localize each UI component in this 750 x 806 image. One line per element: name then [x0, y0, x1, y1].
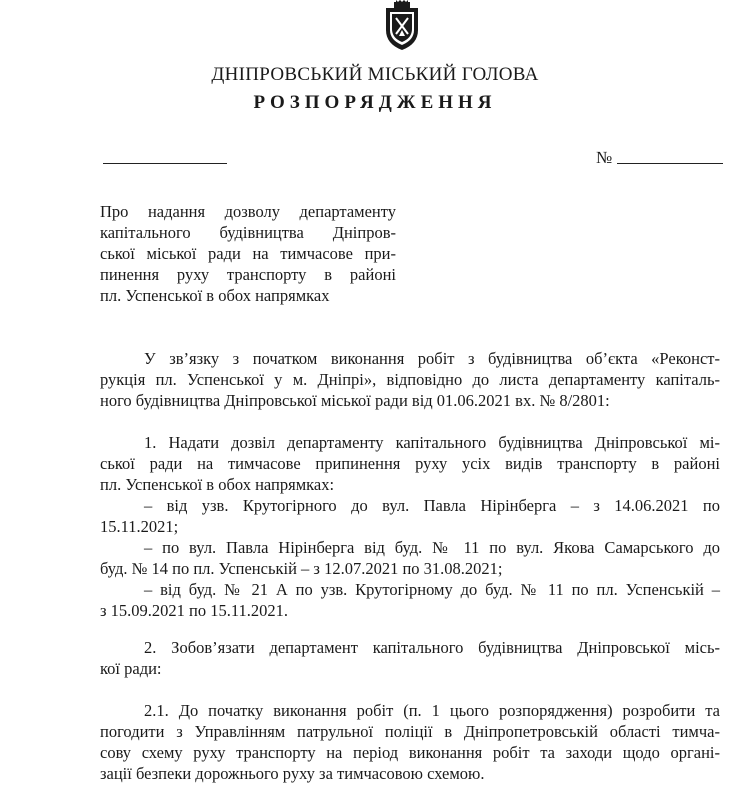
- subject-line: пл. Успенської в обох напрямках: [100, 286, 330, 305]
- document-type: РОЗПОРЯДЖЕННЯ: [253, 92, 497, 113]
- body-line: У зв’язку з початком виконання робіт з будівництва об’єкта «Реконст-: [144, 349, 720, 368]
- body-line: – від узв. Крутогірного до вул. Павла Нірінберга – з 14.06.2021 по: [144, 496, 720, 515]
- body-line: буд. № 14 по пл. Успенській – з 12.07.2021 по 31.08.2021;: [100, 559, 503, 578]
- subject-line: Про надання дозволу департаменту: [100, 202, 396, 221]
- issuing-authority: ДНІПРОВСЬКИЙ МІСЬКИЙ ГОЛОВА: [211, 64, 539, 85]
- body-line: пл. Успенської в обох напрямках:: [100, 475, 335, 494]
- body-line: сову схему руху транспорту на період виконання робіт та заходи щодо органі-: [100, 743, 720, 762]
- body-line: зації безпеки дорожнього руху за тимчасовою схемою.: [100, 764, 485, 783]
- body-line: – по вул. Павла Нірінберга від буд. № 11 по вул. Якова Самарського до: [144, 538, 720, 557]
- body-line: – від буд. № 21 А по узв. Крутогірному до буд. № 11 по пл. Успенській –: [144, 580, 720, 599]
- body-line: 2.1. До початку виконання робіт (п. 1 цього розпорядження) розробити та: [144, 701, 720, 720]
- body-line: 1. Надати дозвіл департаменту капітального будівництва Дніпровської мі-: [144, 433, 720, 452]
- city-coat-of-arms-icon: [382, 0, 422, 52]
- body-line: 15.11.2021;: [100, 517, 179, 536]
- document-subject: [100, 201, 396, 306]
- body-line: з 15.09.2021 по 15.11.2021.: [100, 601, 288, 620]
- number-label: №: [596, 148, 613, 167]
- body-line: ного будівництва Дніпровської міської ради від 01.06.2021 вх. № 8/2801:: [100, 391, 610, 410]
- item-1-paragraph: [100, 432, 720, 621]
- body-line: рукція пл. Успенської у м. Дніпрі», відповідно до листа департаменту капіталь-: [100, 370, 720, 389]
- subject-line: ської міської ради на тимчасове при-: [100, 244, 396, 263]
- item-2-paragraph: [100, 637, 720, 679]
- item-2-1-paragraph: [100, 700, 720, 784]
- subject-line: капітального будівництва Дніпров-: [100, 223, 396, 242]
- body-line: погодити з Управлінням патрульної поліції в Дніпропетровській області тимча-: [100, 722, 720, 741]
- number-blank-line: [617, 163, 723, 164]
- date-blank-line: [103, 163, 227, 164]
- intro-paragraph: [100, 348, 720, 411]
- subject-line: пинення руху транспорту в районі: [100, 265, 396, 284]
- body-line: кої ради:: [100, 659, 162, 678]
- body-line: ської ради на тимчасове припинення руху усіх видів транспорту в районі: [100, 454, 720, 473]
- body-line: 2. Зобов’язати департамент капітального будівництва Дніпровської місь-: [144, 638, 720, 657]
